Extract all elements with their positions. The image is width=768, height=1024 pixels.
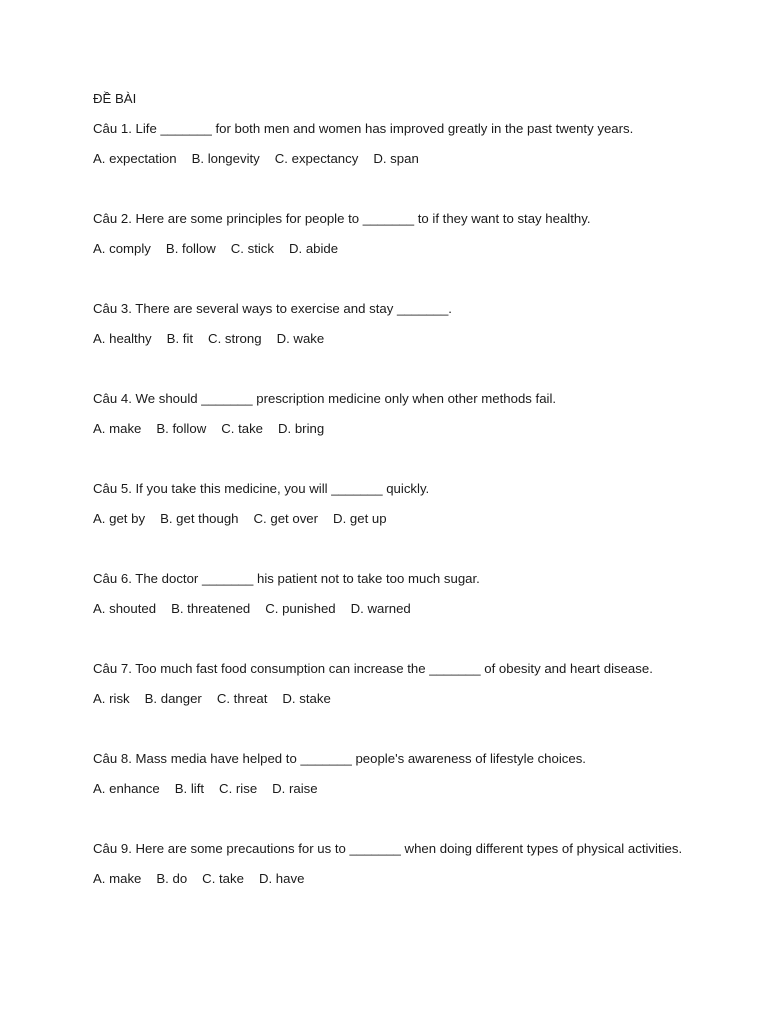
question-stem: Câu 8. Mass media have helped to _______ people's awareness of lifestyle choices.	[93, 751, 586, 766]
option-a: A. get by	[93, 511, 146, 526]
question-stem: Câu 5. If you take this medicine, you will _______ quickly.	[93, 481, 430, 496]
option-a: A. risk	[93, 691, 130, 706]
option-c: C. expectancy	[274, 151, 359, 166]
question-options	[93, 328, 683, 349]
option-d: D. bring	[278, 421, 325, 436]
question-2	[93, 208, 683, 259]
question-5	[93, 478, 683, 529]
question-3	[93, 298, 683, 349]
question-options	[93, 418, 683, 439]
option-a: A. shouted	[93, 601, 157, 616]
question-options	[93, 868, 683, 889]
option-b: B. fit	[166, 331, 194, 346]
option-d: D. raise	[272, 781, 318, 796]
option-c: C. rise	[219, 781, 258, 796]
question-stem: Câu 4. We should _______ prescription medicine only when other methods fail.	[93, 391, 557, 406]
option-d: D. have	[258, 871, 305, 886]
option-a: A. enhance	[93, 781, 160, 796]
question-options	[93, 238, 683, 259]
option-c: C. punished	[265, 601, 336, 616]
option-b: B. danger	[144, 691, 202, 706]
option-b: B. get though	[160, 511, 239, 526]
option-b: B. follow	[165, 241, 216, 256]
option-a: A. make	[93, 421, 142, 436]
option-c: C. take	[221, 421, 263, 436]
option-a: A. expectation	[93, 151, 177, 166]
option-d: D. get up	[333, 511, 387, 526]
question-options	[93, 688, 683, 709]
question-8	[93, 748, 683, 799]
option-c: C. take	[202, 871, 244, 886]
question-options	[93, 778, 683, 799]
question-9	[93, 838, 683, 889]
page-title: ĐỀ BÀI	[93, 91, 137, 106]
option-d: D. warned	[350, 601, 411, 616]
question-1	[93, 118, 683, 169]
document-body	[93, 88, 683, 889]
option-a: A. make	[93, 871, 142, 886]
option-d: D. stake	[282, 691, 331, 706]
option-b: B. do	[156, 871, 188, 886]
question-stem: Câu 9. Here are some precautions for us to _______ when doing different types of physical activities.	[93, 841, 683, 856]
option-a: A. healthy	[93, 331, 152, 346]
option-c: C. get over	[253, 511, 319, 526]
question-options	[93, 508, 683, 529]
option-d: D. abide	[288, 241, 339, 256]
option-b: B. lift	[174, 781, 205, 796]
question-stem: Câu 2. Here are some principles for people to _______ to if they want to stay healthy.	[93, 211, 591, 226]
option-b: B. longevity	[191, 151, 260, 166]
question-4	[93, 388, 683, 439]
option-c: C. threat	[216, 691, 268, 706]
option-b: B. threatened	[171, 601, 251, 616]
question-stem: Câu 6. The doctor _______ his patient not to take too much sugar.	[93, 571, 480, 586]
option-c: C. strong	[208, 331, 262, 346]
option-d: D. wake	[276, 331, 325, 346]
question-stem: Câu 1. Life _______ for both men and women has improved greatly in the past twenty years.	[93, 121, 634, 136]
option-c: C. stick	[230, 241, 274, 256]
question-7	[93, 658, 683, 709]
option-a: A. comply	[93, 241, 151, 256]
option-b: B. follow	[156, 421, 207, 436]
question-6	[93, 568, 683, 619]
question-stem: Câu 3. There are several ways to exercise and stay _______.	[93, 301, 452, 316]
question-options	[93, 148, 683, 169]
question-stem: Câu 7. Too much fast food consumption can increase the _______ of obesity and heart disease.	[93, 661, 653, 676]
option-d: D. span	[373, 151, 419, 166]
question-options	[93, 598, 683, 619]
